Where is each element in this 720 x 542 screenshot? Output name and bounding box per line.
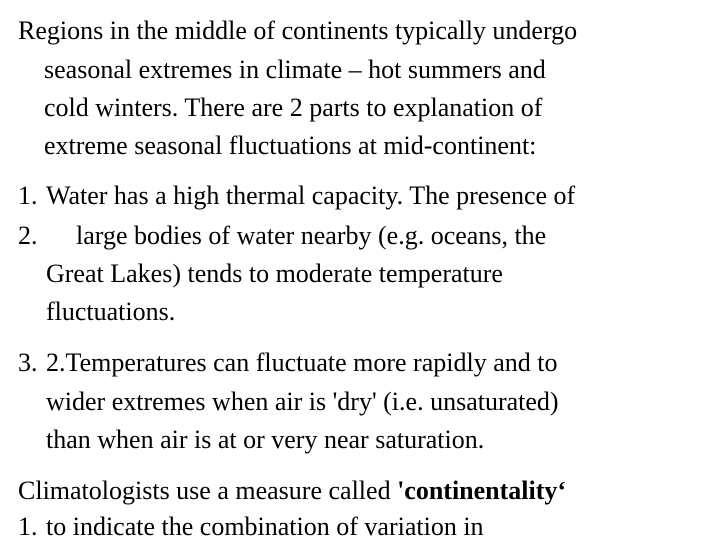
text-line: seasonal extremes in climate – hot summers and (44, 55, 546, 84)
text-line: wider extremes when air is 'dry' (i.e. unsaturated) (46, 387, 559, 416)
list-line (0, 347, 720, 378)
text-line: Regions in the middle of continents typically undergo (18, 16, 578, 45)
text-line: to indicate the combination of variation in (46, 512, 484, 541)
list-number: 2. (18, 221, 38, 250)
text-run: Climatologists use a measure called (18, 476, 398, 505)
text-line: extreme seasonal fluctuations at mid-continent: (44, 131, 537, 160)
text-line: cold winters. There are 2 parts to explanation of (44, 93, 543, 122)
text-line: large bodies of water nearby (e.g. oceans, the (76, 221, 547, 250)
list-number: 1. (18, 181, 38, 210)
continentality-term: 'continentality‘ (397, 476, 567, 505)
text-line (18, 475, 566, 506)
list-line (0, 511, 720, 542)
text-line: than when air is at or very near saturation. (46, 425, 485, 454)
text-line: fluctuations. (46, 297, 176, 326)
list-number: 1. (18, 512, 38, 541)
list-line (0, 220, 720, 251)
text-line: Great Lakes) tends to moderate temperature (46, 259, 503, 288)
list-line (0, 180, 720, 211)
text-line: Water has a high thermal capacity. The presence of (46, 181, 576, 210)
list-number: 3. (18, 348, 38, 377)
text-line: 2.Temperatures can fluctuate more rapidly and to (46, 348, 558, 377)
